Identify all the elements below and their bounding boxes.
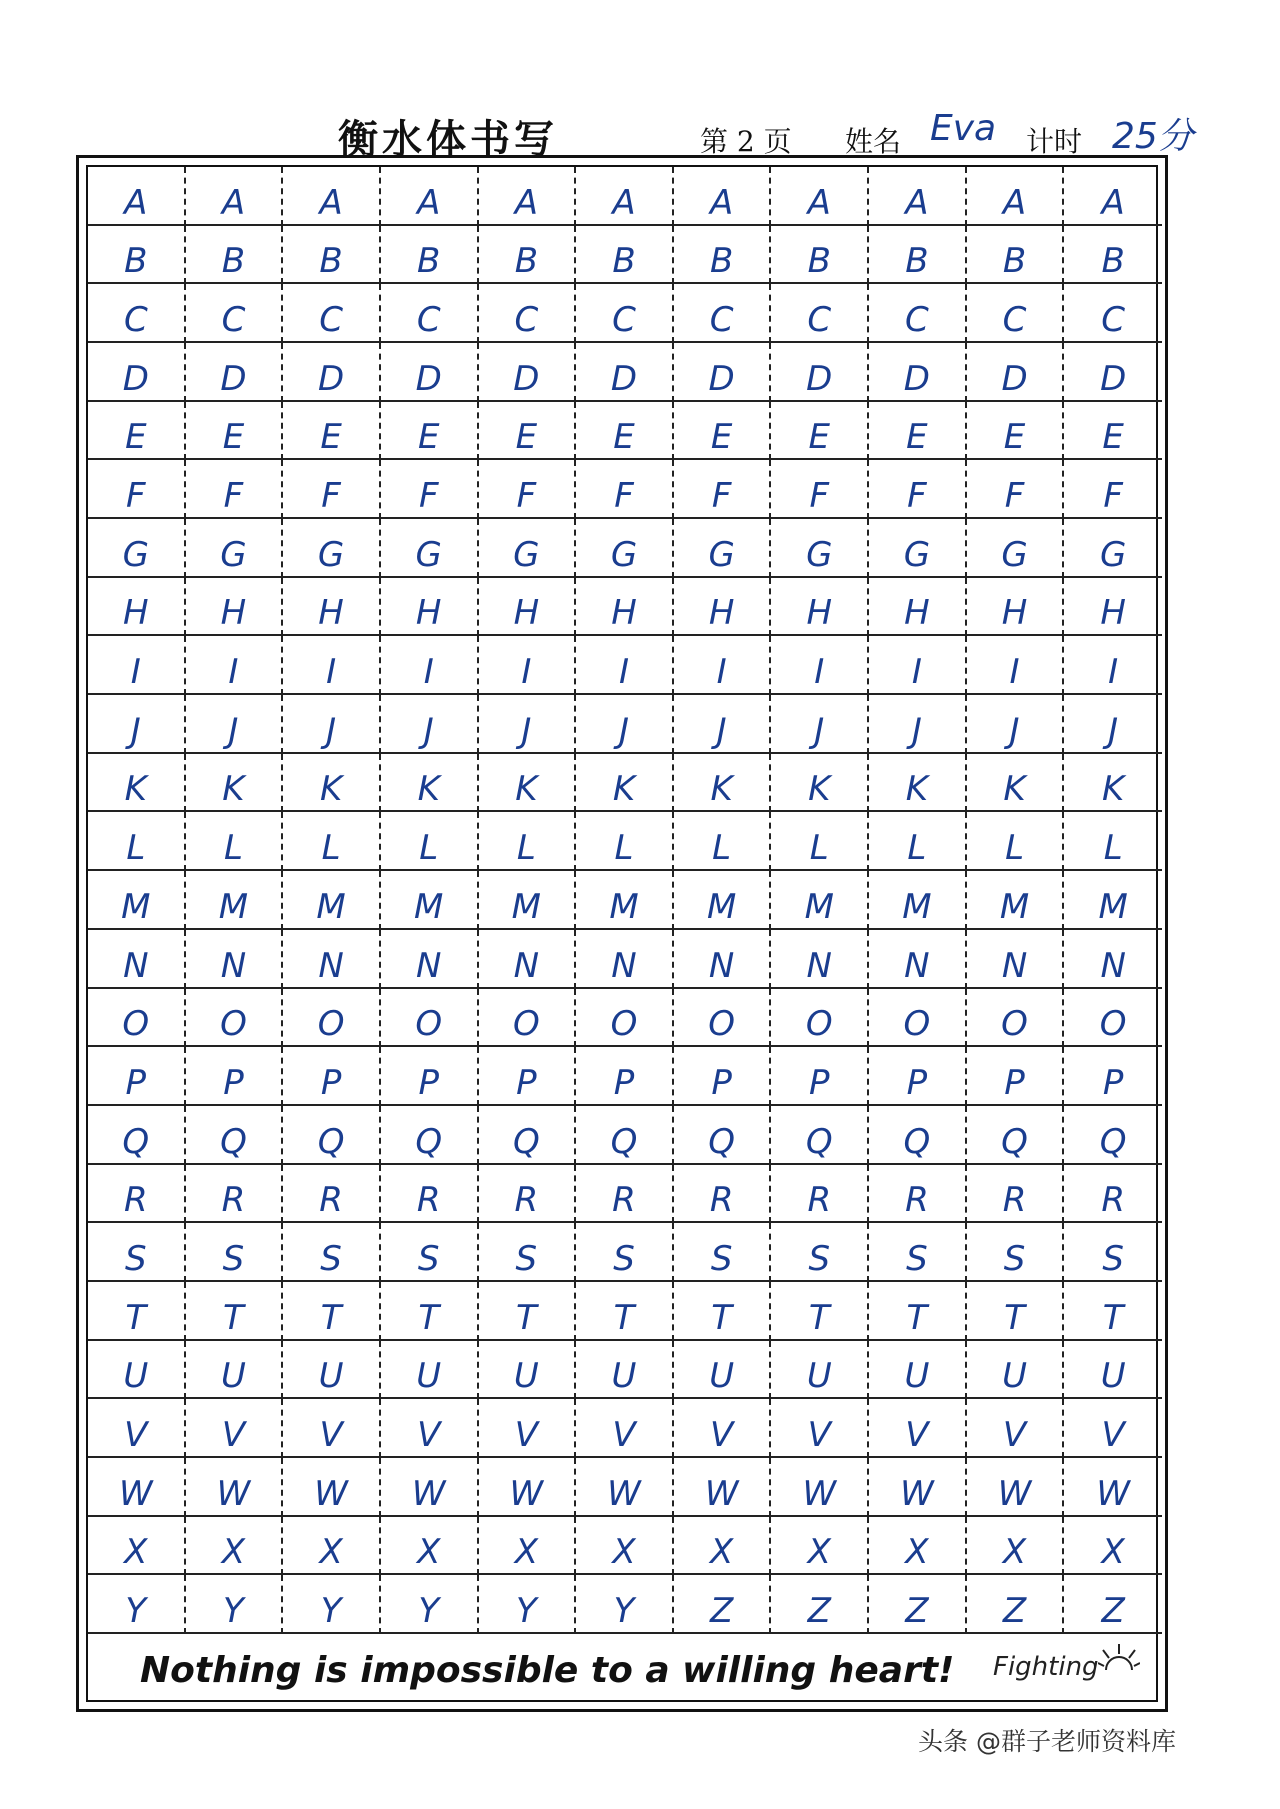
practice-letter-cell: J bbox=[576, 695, 674, 754]
practice-letter-cell: L bbox=[576, 812, 674, 871]
practice-letter-cell: L bbox=[381, 812, 479, 871]
practice-letter-cell: A bbox=[479, 167, 577, 226]
practice-letter-cell: H bbox=[479, 578, 577, 637]
practice-letter-cell: O bbox=[1064, 989, 1162, 1048]
practice-letter-cell: G bbox=[1064, 519, 1162, 578]
practice-letter-cell: Q bbox=[869, 1106, 967, 1165]
practice-letter-cell: H bbox=[869, 578, 967, 637]
practice-letter-cell: D bbox=[967, 343, 1065, 402]
practice-letter-cell: H bbox=[381, 578, 479, 637]
practice-letter-cell: X bbox=[771, 1517, 869, 1576]
practice-letter-cell: E bbox=[283, 402, 381, 461]
practice-letter-cell: Z bbox=[869, 1575, 967, 1634]
practice-letter-cell: Q bbox=[479, 1106, 577, 1165]
practice-letter-cell: M bbox=[381, 871, 479, 930]
practice-letter-cell: O bbox=[674, 989, 772, 1048]
practice-letter-cell: K bbox=[1064, 754, 1162, 813]
practice-letter-cell: E bbox=[479, 402, 577, 461]
practice-letter-cell: R bbox=[967, 1165, 1065, 1224]
practice-letter-cell: Y bbox=[283, 1575, 381, 1634]
practice-letter-cell: O bbox=[967, 989, 1065, 1048]
practice-letter-cell: U bbox=[771, 1341, 869, 1400]
practice-letter-cell: Y bbox=[576, 1575, 674, 1634]
practice-letter-cell: W bbox=[771, 1458, 869, 1517]
practice-letter-cell: P bbox=[967, 1047, 1065, 1106]
practice-letter-cell: K bbox=[869, 754, 967, 813]
practice-letter-cell: N bbox=[771, 930, 869, 989]
practice-letter-cell: L bbox=[479, 812, 577, 871]
practice-letter-cell: D bbox=[674, 343, 772, 402]
practice-letter-cell: I bbox=[869, 636, 967, 695]
practice-letter-cell: T bbox=[967, 1282, 1065, 1341]
practice-letter-cell: P bbox=[479, 1047, 577, 1106]
practice-letter-cell: O bbox=[869, 989, 967, 1048]
practice-letter-cell: D bbox=[88, 343, 186, 402]
practice-letter-cell: Q bbox=[674, 1106, 772, 1165]
practice-letter-cell: P bbox=[771, 1047, 869, 1106]
practice-letter-cell: D bbox=[381, 343, 479, 402]
worksheet-frame bbox=[76, 155, 1168, 1712]
practice-letter-cell: T bbox=[771, 1282, 869, 1341]
practice-letter-cell: M bbox=[283, 871, 381, 930]
practice-letter-cell: C bbox=[869, 284, 967, 343]
practice-letter-cell: U bbox=[1064, 1341, 1162, 1400]
practice-letter-cell: L bbox=[283, 812, 381, 871]
practice-letter-cell: R bbox=[283, 1165, 381, 1224]
practice-letter-cell: A bbox=[88, 167, 186, 226]
practice-letter-cell: N bbox=[1064, 930, 1162, 989]
practice-letter-cell: J bbox=[88, 695, 186, 754]
practice-letter-cell: T bbox=[869, 1282, 967, 1341]
practice-letter-cell: Q bbox=[381, 1106, 479, 1165]
practice-letter-cell: P bbox=[381, 1047, 479, 1106]
practice-letter-cell: E bbox=[674, 402, 772, 461]
practice-letter-cell: G bbox=[283, 519, 381, 578]
practice-letter-cell: J bbox=[674, 695, 772, 754]
practice-letter-cell: V bbox=[479, 1399, 577, 1458]
practice-letter-cell: A bbox=[967, 167, 1065, 226]
practice-letter-cell: I bbox=[771, 636, 869, 695]
practice-letter-cell: B bbox=[576, 226, 674, 285]
practice-letter-cell: B bbox=[479, 226, 577, 285]
practice-letter-cell: N bbox=[283, 930, 381, 989]
practice-letter-cell: J bbox=[869, 695, 967, 754]
practice-letter-cell: B bbox=[869, 226, 967, 285]
practice-letter-cell: L bbox=[967, 812, 1065, 871]
practice-letter-cell: I bbox=[283, 636, 381, 695]
practice-letter-cell: Z bbox=[674, 1575, 772, 1634]
practice-letter-cell: T bbox=[1064, 1282, 1162, 1341]
practice-letter-cell: X bbox=[576, 1517, 674, 1576]
practice-letter-cell: L bbox=[1064, 812, 1162, 871]
practice-letter-cell: X bbox=[381, 1517, 479, 1576]
practice-letter-cell: A bbox=[186, 167, 284, 226]
practice-letter-cell: D bbox=[771, 343, 869, 402]
practice-letter-cell: V bbox=[674, 1399, 772, 1458]
practice-letter-cell: R bbox=[576, 1165, 674, 1224]
practice-letter-cell: M bbox=[869, 871, 967, 930]
practice-letter-cell: C bbox=[186, 284, 284, 343]
practice-letter-cell: F bbox=[88, 460, 186, 519]
practice-letter-cell: B bbox=[967, 226, 1065, 285]
practice-letter-cell: H bbox=[576, 578, 674, 637]
practice-letter-cell: K bbox=[381, 754, 479, 813]
worksheet-footer bbox=[88, 1634, 1162, 1704]
practice-letter-cell: X bbox=[869, 1517, 967, 1576]
practice-letter-cell: O bbox=[771, 989, 869, 1048]
practice-letter-cell: Y bbox=[381, 1575, 479, 1634]
practice-letter-cell: M bbox=[88, 871, 186, 930]
practice-letter-cell: K bbox=[88, 754, 186, 813]
practice-letter-cell: K bbox=[771, 754, 869, 813]
practice-letter-cell: M bbox=[967, 871, 1065, 930]
practice-letter-cell: X bbox=[674, 1517, 772, 1576]
practice-letter-cell: S bbox=[869, 1223, 967, 1282]
practice-letter-cell: I bbox=[186, 636, 284, 695]
practice-letter-cell: C bbox=[479, 284, 577, 343]
practice-letter-cell: G bbox=[479, 519, 577, 578]
practice-letter-cell: Q bbox=[88, 1106, 186, 1165]
practice-letter-cell: T bbox=[88, 1282, 186, 1341]
practice-letter-cell: J bbox=[771, 695, 869, 754]
practice-letter-cell: V bbox=[771, 1399, 869, 1458]
practice-letter-cell: S bbox=[381, 1223, 479, 1282]
practice-grid bbox=[88, 167, 1162, 1634]
practice-letter-cell: O bbox=[88, 989, 186, 1048]
practice-letter-cell: B bbox=[283, 226, 381, 285]
practice-letter-cell: E bbox=[381, 402, 479, 461]
practice-letter-cell: A bbox=[674, 167, 772, 226]
practice-letter-cell: J bbox=[1064, 695, 1162, 754]
practice-letter-cell: H bbox=[283, 578, 381, 637]
practice-letter-cell: B bbox=[674, 226, 772, 285]
time-label: 计时 bbox=[1026, 125, 1083, 158]
practice-letter-cell: M bbox=[479, 871, 577, 930]
practice-letter-cell: R bbox=[674, 1165, 772, 1224]
sun-doodle-icon bbox=[1098, 1640, 1140, 1674]
practice-letter-cell: T bbox=[576, 1282, 674, 1341]
practice-letter-cell: Q bbox=[1064, 1106, 1162, 1165]
practice-letter-cell: H bbox=[88, 578, 186, 637]
practice-letter-cell: L bbox=[674, 812, 772, 871]
practice-letter-cell: W bbox=[381, 1458, 479, 1517]
practice-letter-cell: B bbox=[1064, 226, 1162, 285]
practice-letter-cell: U bbox=[869, 1341, 967, 1400]
practice-letter-cell: F bbox=[576, 460, 674, 519]
practice-letter-cell: E bbox=[88, 402, 186, 461]
practice-letter-cell: G bbox=[576, 519, 674, 578]
practice-letter-cell: C bbox=[576, 284, 674, 343]
practice-letter-cell: H bbox=[674, 578, 772, 637]
practice-letter-cell: N bbox=[479, 930, 577, 989]
practice-letter-cell: F bbox=[283, 460, 381, 519]
practice-letter-cell: F bbox=[869, 460, 967, 519]
practice-letter-cell: D bbox=[479, 343, 577, 402]
practice-letter-cell: E bbox=[576, 402, 674, 461]
practice-letter-cell: V bbox=[869, 1399, 967, 1458]
signoff-text: Fighting bbox=[993, 1652, 1099, 1682]
practice-letter-cell: D bbox=[576, 343, 674, 402]
practice-letter-cell: V bbox=[1064, 1399, 1162, 1458]
practice-letter-cell: D bbox=[283, 343, 381, 402]
practice-letter-cell: S bbox=[479, 1223, 577, 1282]
practice-letter-cell: N bbox=[967, 930, 1065, 989]
motto-text: Nothing is impossible to a willing heart! bbox=[140, 1650, 955, 1691]
practice-letter-cell: C bbox=[771, 284, 869, 343]
practice-letter-cell: Q bbox=[967, 1106, 1065, 1165]
practice-letter-cell: J bbox=[381, 695, 479, 754]
practice-letter-cell: N bbox=[674, 930, 772, 989]
practice-letter-cell: U bbox=[88, 1341, 186, 1400]
practice-letter-cell: R bbox=[88, 1165, 186, 1224]
practice-letter-cell: S bbox=[576, 1223, 674, 1282]
practice-letter-cell: H bbox=[771, 578, 869, 637]
practice-letter-cell: S bbox=[186, 1223, 284, 1282]
practice-letter-cell: O bbox=[186, 989, 284, 1048]
practice-letter-cell: C bbox=[674, 284, 772, 343]
worksheet-title: 衡水体书写 bbox=[338, 116, 558, 163]
practice-letter-cell: B bbox=[771, 226, 869, 285]
practice-letter-cell: W bbox=[88, 1458, 186, 1517]
practice-letter-cell: U bbox=[576, 1341, 674, 1400]
practice-letter-cell: B bbox=[381, 226, 479, 285]
practice-letter-cell: T bbox=[381, 1282, 479, 1341]
practice-letter-cell: Y bbox=[88, 1575, 186, 1634]
practice-letter-cell: M bbox=[771, 871, 869, 930]
practice-letter-cell: Z bbox=[967, 1575, 1065, 1634]
practice-letter-cell: R bbox=[1064, 1165, 1162, 1224]
practice-letter-cell: S bbox=[771, 1223, 869, 1282]
practice-letter-cell: N bbox=[576, 930, 674, 989]
practice-letter-cell: Q bbox=[283, 1106, 381, 1165]
practice-letter-cell: M bbox=[1064, 871, 1162, 930]
practice-letter-cell: L bbox=[88, 812, 186, 871]
practice-letter-cell: P bbox=[674, 1047, 772, 1106]
practice-letter-cell: Q bbox=[576, 1106, 674, 1165]
practice-letter-cell: X bbox=[967, 1517, 1065, 1576]
practice-letter-cell: T bbox=[674, 1282, 772, 1341]
practice-letter-cell: D bbox=[186, 343, 284, 402]
page-header bbox=[0, 108, 1280, 163]
practice-letter-cell: U bbox=[283, 1341, 381, 1400]
practice-letter-cell: B bbox=[186, 226, 284, 285]
practice-letter-cell: T bbox=[283, 1282, 381, 1341]
practice-letter-cell: X bbox=[479, 1517, 577, 1576]
watermark-text: 头条 @群子老师资料库 bbox=[918, 1727, 1176, 1756]
practice-letter-cell: Q bbox=[186, 1106, 284, 1165]
practice-letter-cell: V bbox=[88, 1399, 186, 1458]
practice-letter-cell: X bbox=[88, 1517, 186, 1576]
practice-letter-cell: J bbox=[186, 695, 284, 754]
practice-letter-cell: K bbox=[479, 754, 577, 813]
practice-letter-cell: I bbox=[381, 636, 479, 695]
practice-letter-cell: O bbox=[479, 989, 577, 1048]
practice-letter-cell: X bbox=[1064, 1517, 1162, 1576]
practice-letter-cell: V bbox=[283, 1399, 381, 1458]
practice-letter-cell: G bbox=[88, 519, 186, 578]
practice-letter-cell: G bbox=[967, 519, 1065, 578]
practice-letter-cell: C bbox=[283, 284, 381, 343]
practice-letter-cell: D bbox=[869, 343, 967, 402]
practice-letter-cell: V bbox=[967, 1399, 1065, 1458]
practice-letter-cell: C bbox=[967, 284, 1065, 343]
practice-letter-cell: H bbox=[967, 578, 1065, 637]
practice-letter-cell: E bbox=[967, 402, 1065, 461]
practice-letter-cell: E bbox=[869, 402, 967, 461]
practice-letter-cell: V bbox=[576, 1399, 674, 1458]
practice-letter-cell: U bbox=[186, 1341, 284, 1400]
practice-letter-cell: G bbox=[771, 519, 869, 578]
practice-letter-cell: O bbox=[283, 989, 381, 1048]
practice-letter-cell: P bbox=[1064, 1047, 1162, 1106]
practice-letter-cell: K bbox=[967, 754, 1065, 813]
practice-letter-cell: S bbox=[283, 1223, 381, 1282]
practice-letter-cell: F bbox=[186, 460, 284, 519]
practice-letter-cell: A bbox=[576, 167, 674, 226]
practice-letter-cell: Q bbox=[771, 1106, 869, 1165]
name-label: 姓名 bbox=[845, 125, 902, 158]
practice-letter-cell: G bbox=[186, 519, 284, 578]
page-number-label: 第 2 页 bbox=[700, 125, 792, 158]
practice-letter-cell: L bbox=[869, 812, 967, 871]
practice-letter-cell: T bbox=[479, 1282, 577, 1341]
practice-letter-cell: N bbox=[186, 930, 284, 989]
practice-letter-cell: M bbox=[186, 871, 284, 930]
practice-letter-cell: F bbox=[479, 460, 577, 519]
practice-letter-cell: J bbox=[967, 695, 1065, 754]
practice-letter-cell: S bbox=[674, 1223, 772, 1282]
practice-letter-cell: W bbox=[967, 1458, 1065, 1517]
practice-letter-cell: F bbox=[1064, 460, 1162, 519]
practice-letter-cell: E bbox=[771, 402, 869, 461]
practice-letter-cell: N bbox=[869, 930, 967, 989]
practice-letter-cell: A bbox=[283, 167, 381, 226]
practice-letter-cell: N bbox=[381, 930, 479, 989]
practice-letter-cell: W bbox=[869, 1458, 967, 1517]
practice-letter-cell: F bbox=[967, 460, 1065, 519]
practice-letter-cell: V bbox=[381, 1399, 479, 1458]
practice-letter-cell: C bbox=[1064, 284, 1162, 343]
time-value: 25分 bbox=[1112, 116, 1194, 157]
practice-letter-cell: D bbox=[1064, 343, 1162, 402]
practice-letter-cell: F bbox=[674, 460, 772, 519]
practice-letter-cell: W bbox=[1064, 1458, 1162, 1517]
practice-letter-cell: P bbox=[869, 1047, 967, 1106]
practice-letter-cell: M bbox=[674, 871, 772, 930]
practice-letter-cell: K bbox=[186, 754, 284, 813]
worksheet-inner-frame bbox=[86, 165, 1158, 1702]
practice-letter-cell: B bbox=[88, 226, 186, 285]
practice-letter-cell: Y bbox=[479, 1575, 577, 1634]
practice-letter-cell: W bbox=[283, 1458, 381, 1517]
practice-letter-cell: C bbox=[88, 284, 186, 343]
practice-letter-cell: Y bbox=[186, 1575, 284, 1634]
practice-letter-cell: H bbox=[186, 578, 284, 637]
practice-letter-cell: I bbox=[88, 636, 186, 695]
practice-letter-cell: P bbox=[283, 1047, 381, 1106]
practice-letter-cell: I bbox=[479, 636, 577, 695]
practice-letter-cell: C bbox=[381, 284, 479, 343]
practice-letter-cell: S bbox=[967, 1223, 1065, 1282]
practice-letter-cell: G bbox=[381, 519, 479, 578]
practice-letter-cell: P bbox=[186, 1047, 284, 1106]
practice-letter-cell: I bbox=[1064, 636, 1162, 695]
practice-letter-cell: R bbox=[479, 1165, 577, 1224]
practice-letter-cell: F bbox=[381, 460, 479, 519]
practice-letter-cell: M bbox=[576, 871, 674, 930]
practice-letter-cell: U bbox=[381, 1341, 479, 1400]
practice-letter-cell: H bbox=[1064, 578, 1162, 637]
practice-letter-cell: S bbox=[88, 1223, 186, 1282]
practice-letter-cell: P bbox=[88, 1047, 186, 1106]
practice-letter-cell: E bbox=[1064, 402, 1162, 461]
practice-letter-cell: R bbox=[869, 1165, 967, 1224]
practice-letter-cell: W bbox=[479, 1458, 577, 1517]
practice-letter-cell: U bbox=[479, 1341, 577, 1400]
practice-letter-cell: L bbox=[771, 812, 869, 871]
practice-letter-cell: K bbox=[674, 754, 772, 813]
practice-letter-cell: K bbox=[283, 754, 381, 813]
practice-letter-cell: A bbox=[869, 167, 967, 226]
practice-letter-cell: R bbox=[186, 1165, 284, 1224]
practice-letter-cell: N bbox=[88, 930, 186, 989]
practice-letter-cell: R bbox=[381, 1165, 479, 1224]
practice-letter-cell: V bbox=[186, 1399, 284, 1458]
practice-letter-cell: O bbox=[576, 989, 674, 1048]
practice-letter-cell: W bbox=[674, 1458, 772, 1517]
practice-letter-cell: A bbox=[381, 167, 479, 226]
practice-letter-cell: W bbox=[576, 1458, 674, 1517]
practice-letter-cell: R bbox=[771, 1165, 869, 1224]
practice-letter-cell: X bbox=[283, 1517, 381, 1576]
practice-letter-cell: E bbox=[186, 402, 284, 461]
practice-letter-cell: S bbox=[1064, 1223, 1162, 1282]
practice-letter-cell: G bbox=[869, 519, 967, 578]
practice-letter-cell: Z bbox=[1064, 1575, 1162, 1634]
practice-letter-cell: I bbox=[967, 636, 1065, 695]
practice-letter-cell: W bbox=[186, 1458, 284, 1517]
practice-letter-cell: U bbox=[967, 1341, 1065, 1400]
practice-letter-cell: J bbox=[283, 695, 381, 754]
practice-letter-cell: I bbox=[576, 636, 674, 695]
practice-letter-cell: T bbox=[186, 1282, 284, 1341]
practice-letter-cell: A bbox=[1064, 167, 1162, 226]
practice-letter-cell: K bbox=[576, 754, 674, 813]
practice-letter-cell: P bbox=[576, 1047, 674, 1106]
practice-letter-cell: X bbox=[186, 1517, 284, 1576]
practice-letter-cell: Z bbox=[771, 1575, 869, 1634]
practice-letter-cell: I bbox=[674, 636, 772, 695]
practice-letter-cell: O bbox=[381, 989, 479, 1048]
name-value: Eva bbox=[930, 108, 997, 149]
practice-letter-cell: U bbox=[674, 1341, 772, 1400]
practice-letter-cell: J bbox=[479, 695, 577, 754]
practice-letter-cell: F bbox=[771, 460, 869, 519]
practice-letter-cell: G bbox=[674, 519, 772, 578]
practice-letter-cell: A bbox=[771, 167, 869, 226]
practice-letter-cell: L bbox=[186, 812, 284, 871]
